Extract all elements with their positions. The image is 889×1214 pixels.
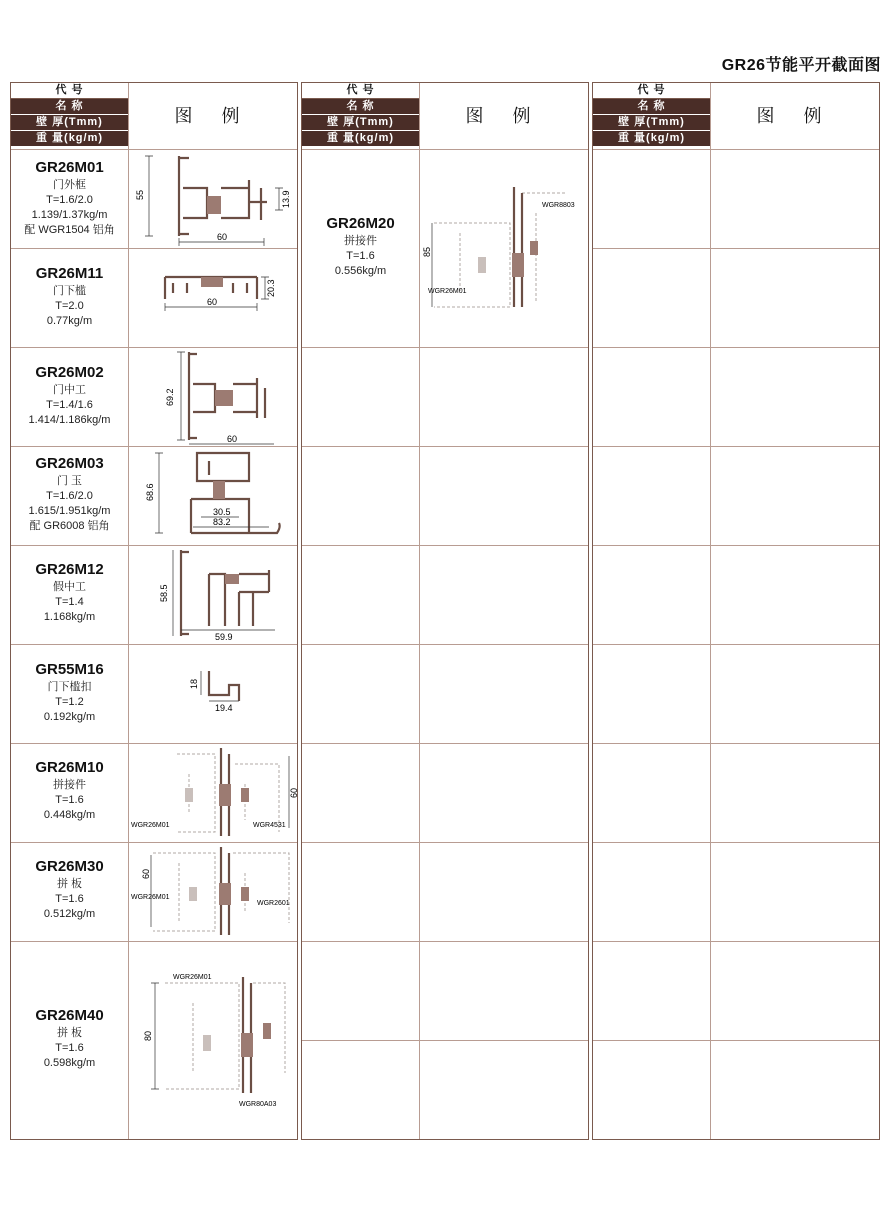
dim-label: 80 [143,1030,153,1041]
header-weight: 重 量(kg/m) [11,131,128,146]
reference-label: WGR26M01 [131,822,170,829]
profile-code: GR26M03 [35,455,104,472]
table-block-3 [592,82,880,1140]
profile-spec: T=1.6/2.0 [46,194,93,206]
profile-info [11,364,128,428]
dim-label: 60 [207,297,218,307]
profile-code: GR26M20 [326,215,395,232]
dim-label: 60 [141,868,151,879]
profile-drawing [129,963,297,1123]
header-name: 名 称 [302,99,419,115]
profile-info [11,1007,128,1071]
reference-label: WGR80A03 [239,1101,277,1108]
profile-code: GR26M01 [35,159,104,176]
profile-drawing [129,447,297,545]
reference-label: WGR26M01 [428,288,467,295]
header-code: 代 号 [302,83,419,99]
profile-weight: 1.615/1.951kg/m [28,505,111,517]
profile-spec: T=1.6 [346,250,375,262]
profile-drawing [129,150,297,248]
dim-label: 69.2 [165,388,175,406]
profile-weight: 1.168kg/m [43,611,96,623]
header-legend: 图 例 [174,106,252,126]
profile-accessory: 配 GR6008 铝角 [29,520,110,532]
header-name: 名 称 [11,99,128,115]
profile-code: GR26M40 [35,1007,104,1024]
profile-weight: 0.77kg/m [46,315,93,327]
profile-spec: T=1.6 [55,1042,84,1054]
profile-weight: 0.192kg/m [43,711,96,723]
profile-code: GR26M30 [35,858,104,875]
dim-label: 60 [289,787,299,798]
header-legend: 图 例 [465,106,543,126]
table-block-1 [10,82,298,1140]
profile-weight: 1.139/1.37kg/m [31,209,108,221]
dim-label: 85 [422,246,432,257]
profile-spec: T=1.6 [55,794,84,806]
profile-code: GR26M02 [35,364,104,381]
dim-label: 13.9 [281,190,291,208]
profile-drawing [129,744,297,842]
header-code: 代 号 [593,83,710,99]
profile-info [11,561,128,625]
profile-info [11,661,128,725]
profile-spec: T=1.4 [55,596,84,608]
profile-name: 拼接件 [53,779,86,791]
dim-label: 58.5 [159,584,169,602]
profile-name: 门中工 [53,384,86,396]
profile-weight: 0.598kg/m [43,1057,96,1069]
profile-name: 拼接件 [344,235,377,247]
header-weight: 重 量(kg/m) [302,131,419,146]
dim-label: 19.4 [215,703,233,713]
reference-label: WGR26M01 [131,894,170,901]
profile-drawing [129,546,297,644]
header-labels [593,83,710,149]
profile-spec: T=1.6/2.0 [46,490,93,502]
profile-name: 拼 板 [56,1027,83,1039]
header-name: 名 称 [593,99,710,115]
profile-name: 门下槛扣 [47,681,92,693]
dim-label: 18 [189,678,199,689]
header-code: 代 号 [11,83,128,99]
header-wall: 壁 厚(Tmm) [11,115,128,131]
profile-weight: 0.556kg/m [334,265,387,277]
profile-info [302,215,419,279]
header-weight: 重 量(kg/m) [593,131,710,146]
dim-label: 59.9 [215,632,233,642]
dim-label: 60 [217,232,228,242]
profile-accessory: 配 WGR1504 铝角 [24,224,115,236]
reference-label: WGR26M01 [173,974,212,981]
header-wall: 壁 厚(Tmm) [593,115,710,131]
profile-drawing [420,183,588,313]
profile-drawing [129,843,297,941]
profile-info [11,159,128,238]
profile-name: 门下槛 [53,285,86,297]
profile-name: 门外框 [53,179,86,191]
table-block-2 [301,82,589,1140]
profile-drawing [129,645,297,743]
profile-code: GR26M10 [35,759,104,776]
profile-info [11,265,128,329]
profile-info [11,455,128,534]
reference-label: WGR8803 [542,202,575,209]
dim-label: 55 [135,189,145,200]
header-legend: 图 例 [756,106,834,126]
profile-code: GR55M16 [35,661,104,678]
dim-label: 83.2 [213,517,231,527]
profile-code: GR26M12 [35,561,104,578]
profile-info [11,858,128,922]
profile-drawing [129,249,297,347]
profile-spec: T=2.0 [55,300,84,312]
profile-spec: T=1.4/1.6 [46,399,93,411]
profile-info [11,759,128,823]
profile-spec: T=1.6 [55,893,84,905]
profile-name: 假中工 [53,581,86,593]
header-wall: 壁 厚(Tmm) [302,115,419,131]
profile-code: GR26M11 [35,265,104,282]
profile-weight: 0.512kg/m [43,908,96,920]
reference-label: WGR2601 [257,900,290,907]
dim-label: 60 [227,434,238,444]
header-labels [11,83,128,149]
page-title: GR26节能平开截面图 [721,57,881,74]
profile-spec: T=1.2 [55,696,84,708]
header-labels [302,83,419,149]
reference-label: WGR4531 [253,822,286,829]
profile-weight: 1.414/1.186kg/m [28,414,111,426]
profile-drawing [129,348,297,446]
profile-name: 门 玉 [56,475,83,487]
profile-weight: 0.448kg/m [43,809,96,821]
profile-name: 拼 板 [56,878,83,890]
dim-label: 68.6 [145,483,155,501]
dim-label: 30.5 [213,507,231,517]
dim-label: 20.3 [266,279,276,297]
